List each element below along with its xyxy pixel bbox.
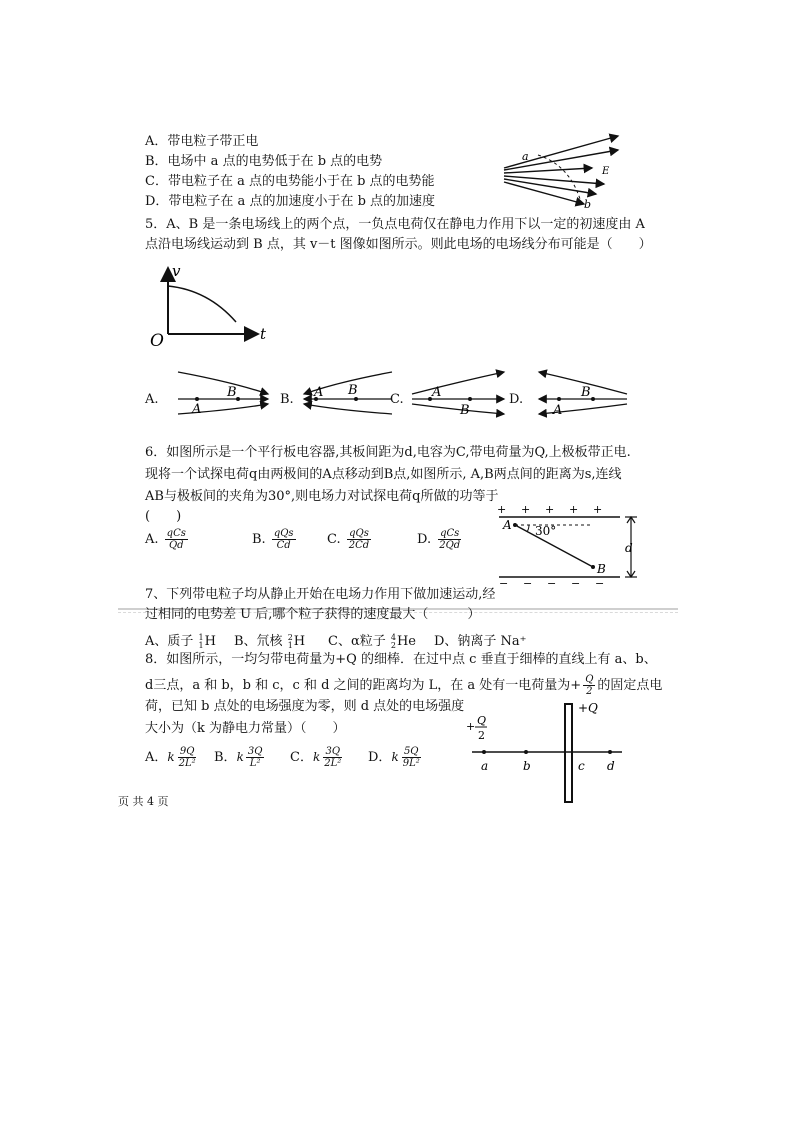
q6-stem-line2: 现将一个试探电荷q由两极间的A点移动到B点,如图所示, A,B两点间的距离为s,连线 <box>145 467 622 482</box>
plus-sign: + <box>497 503 507 516</box>
q6-d-num: qCs <box>440 528 460 539</box>
q5-choice-a-figure <box>172 366 272 416</box>
plus-sign: + <box>545 503 555 516</box>
q8-option-d-letter: D． <box>368 750 392 765</box>
q5-stem-line1: 5．A、B 是一条电场线上的两个点，一负点电荷仅在静电力作用下以一定的初速度由 A <box>145 217 645 232</box>
q5-v-label: v <box>172 262 181 280</box>
q5-choice-b-letter: B. <box>280 392 294 407</box>
q8-b-num: 3Q <box>247 746 263 757</box>
q7-c-charge: 2 <box>390 640 396 650</box>
q8-charge-num: Q <box>477 714 487 727</box>
q5-stem-line2: 点沿电场线运动到 B 点，其 v－t 图像如图所示。则此电场的电场线分布可能是（ ） <box>145 237 652 252</box>
q8-line2-frac-den: 2 <box>586 686 593 697</box>
q6-a-den: Qd <box>168 540 184 551</box>
q6-option-a-letter: A. <box>145 532 159 547</box>
q8-option-b-letter: B． <box>214 750 237 765</box>
q5-b-point2: B <box>348 383 358 398</box>
q6-stem-line3: AB与极板间的夹角为30°,则电场力对试探电荷q所做的功等于 <box>145 489 499 504</box>
q4-option-c: C．带电粒子在 a 点的电势能小于在 b 点的电势能 <box>145 174 435 189</box>
q5-vt-graph <box>148 262 278 352</box>
q8-stem-line3: 荷，已知 b 点处的电场强度为零，则 d 点处的电场强度 <box>145 699 465 714</box>
q5-c-point2: B <box>460 403 470 418</box>
q8-a-k: k <box>167 750 175 764</box>
q6-option-c-letter: C. <box>327 532 341 547</box>
q7-b-mass: 2 <box>287 632 293 642</box>
q5-choice-c-figure <box>408 366 508 416</box>
q7-c-mass: 4 <box>390 632 396 642</box>
q8-point-b: b <box>523 759 531 773</box>
q8-point-d: d <box>607 759 615 773</box>
q5-choice-b-figure <box>298 366 398 416</box>
q8-option-a-letter: A． <box>145 750 168 765</box>
q4-option-d: D．带电粒子在 a 点的加速度小于在 b 点的加速度 <box>145 194 436 209</box>
plus-sign: + <box>569 503 579 516</box>
q5-c-point1: A <box>432 385 442 400</box>
q7-option-c-label: C、α粒子 <box>328 634 386 649</box>
minus-sign: − <box>499 577 509 590</box>
q8-a-den: 2L² <box>178 758 196 769</box>
q6-capacitor-figure <box>495 503 645 590</box>
plus-sign: + <box>593 503 603 516</box>
q8-point-c: c <box>578 759 585 773</box>
q8-b-k: k <box>236 750 244 764</box>
q8-stem-line4: 大小为（k 为静电力常量）（ ） <box>145 721 346 736</box>
q8-option-c-letter: C． <box>290 750 313 765</box>
q6-distance-label: d <box>625 541 633 555</box>
q7-a-symbol: H <box>204 634 216 649</box>
page-footer: 页 共 4 页 <box>118 795 169 808</box>
q8-d-den: 9L² <box>402 758 420 769</box>
q6-d-den: 2Qd <box>439 540 461 551</box>
q5-d-point2: A <box>553 403 563 418</box>
q6-b-num: qQs <box>273 528 294 539</box>
q6-c-den: 2Cd <box>348 540 370 551</box>
minus-sign: − <box>547 577 557 590</box>
q7-stem-line2: 过相同的电势差 U 后,哪个粒子获得的速度最大（ ） <box>145 607 481 622</box>
q6-point-b: B <box>597 562 606 576</box>
q6-option-b <box>252 528 298 551</box>
q6-stem-line1: 6．如图所示是一个平行板电容器,其板间距为d,电容为C,带电荷量为Q,上极板带正电. <box>145 445 631 460</box>
q6-option-b-letter: B. <box>252 532 266 547</box>
q6-option-c <box>327 528 373 551</box>
q5-choice-d-figure <box>533 366 633 416</box>
q8-rod-figure <box>462 700 632 806</box>
q8-line2-pre: d三点，a 和 b，b 和 c，c 和 d 之间的距离均为 L，在 a 处有一电荷量为+ <box>145 678 582 693</box>
minus-sign: − <box>595 577 605 590</box>
q6-option-d <box>417 528 464 551</box>
q8-line2-frac-num: Q <box>585 674 594 685</box>
q6-angle-label: 30° <box>535 524 557 538</box>
q8-line2-post: 的固定点电 <box>597 678 663 693</box>
q6-b-den: Cd <box>276 540 291 551</box>
q4-label-e: E <box>602 166 610 177</box>
q7-a-mass: 1 <box>198 632 204 642</box>
minus-sign: − <box>523 577 533 590</box>
q5-choice-d-letter: D. <box>509 392 524 407</box>
q8-b-den: L² <box>249 758 261 769</box>
q4-option-a: A．带电粒子带正电 <box>145 134 259 149</box>
q7-stem-line1: 7、下列带电粒子均从静止开始在电场力作用下做加速运动,经 <box>145 587 496 602</box>
q8-point-a: a <box>481 759 489 773</box>
q7-c-symbol: He <box>396 634 416 649</box>
q8-stem-line2 <box>145 674 662 697</box>
q5-origin-label: O <box>150 331 164 351</box>
q8-option-b <box>214 746 266 769</box>
q6-option-a <box>145 528 190 551</box>
q8-option-c <box>290 746 345 769</box>
q5-a-point2: A <box>192 402 202 417</box>
q7-option-c <box>328 630 416 650</box>
q8-c-den: 2L² <box>324 758 342 769</box>
q7-option-a-label: A、质子 <box>145 634 194 649</box>
q7-option-b-label: B、氘核 <box>234 634 283 649</box>
q6-answer-blank: ( ) <box>145 509 182 524</box>
q4-field-lines-figure <box>500 128 630 213</box>
q8-charge-sign: + <box>466 720 476 733</box>
q6-c-num: qQs <box>349 528 369 539</box>
q5-t-label: t <box>260 325 267 343</box>
q7-option-d: D、钠离子 Na⁺ <box>434 634 527 649</box>
q8-d-num: 5Q <box>403 746 419 757</box>
q5-choice-c-letter: C. <box>390 392 404 407</box>
q8-stem-line1: 8．如图所示，一均匀带电荷量为+Q 的细棒．在过中点 c 垂直于细棒的直线上有 a、b、 <box>145 652 657 667</box>
q8-d-k: k <box>391 750 399 764</box>
q7-a-charge: 1 <box>198 640 204 650</box>
q7-b-symbol: H <box>293 634 306 649</box>
q4-option-b: B．电场中 a 点的电势低于在 b 点的电势 <box>145 154 383 169</box>
q6-option-d-letter: D. <box>417 532 432 547</box>
q5-choice-a-letter: A. <box>145 392 159 407</box>
q8-a-num: 9Q <box>179 746 195 757</box>
q8-option-d <box>368 746 424 769</box>
q4-label-a: a <box>522 150 529 163</box>
q8-charge-den: 2 <box>478 729 485 742</box>
q8-option-a <box>145 746 200 769</box>
q8-c-num: 3Q <box>325 746 341 757</box>
q6-a-num: qCs <box>166 528 186 539</box>
q5-b-point1: A <box>314 385 324 400</box>
plus-sign: + <box>521 503 531 516</box>
q6-point-a: A <box>503 518 512 532</box>
q8-rod-label: +Q <box>578 701 598 715</box>
minus-sign: − <box>571 577 581 590</box>
q7-option-b <box>234 630 305 650</box>
q7-option-a <box>145 630 216 650</box>
q7-b-charge: 1 <box>287 640 293 650</box>
q5-a-point1: B <box>227 385 237 400</box>
q5-d-point1: B <box>581 385 591 400</box>
q8-c-k: k <box>312 750 321 764</box>
q4-label-b: b <box>584 198 592 211</box>
